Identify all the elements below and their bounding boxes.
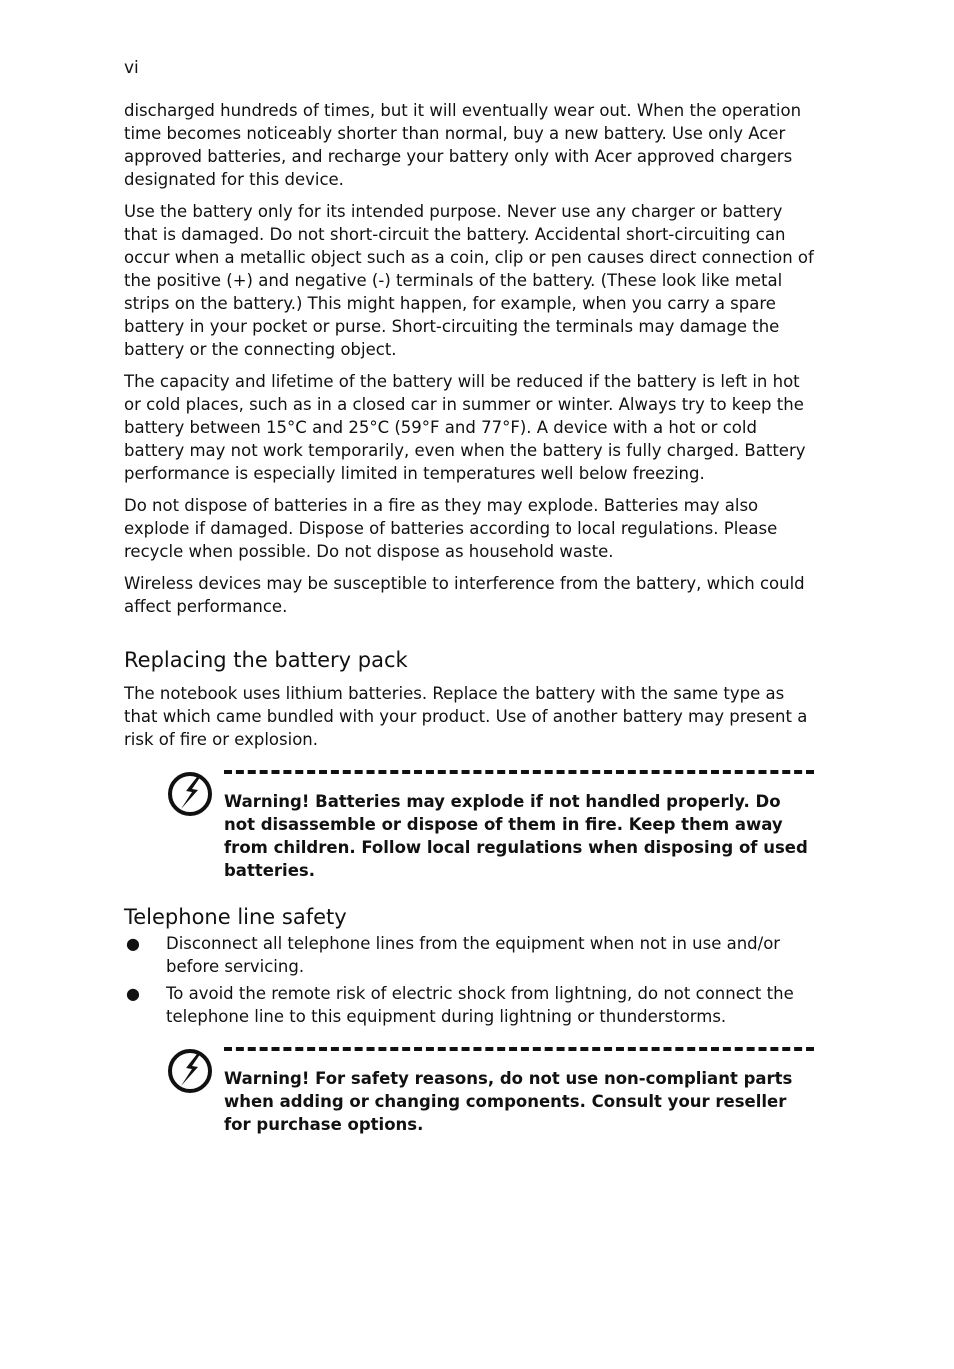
- bullet-list: [124, 932, 814, 1028]
- list-item-text: Disconnect all telephone lines from the equipment when not in use and/or before servicing.: [166, 934, 781, 976]
- paragraph: The capacity and lifetime of the battery will be reduced if the battery is left in hot or cold places, such as in a closed car in summer or winter. Always try to keep the battery between 15°C and 25°C (59°F and 77°F). A device with a hot or cold battery may not work temporarily, even when the battery is fully charged. Battery performance is especially limited in temperatures well below freezing.: [124, 372, 806, 483]
- warning-text: Warning! For safety reasons, do not use non-compliant parts when adding or changing components. Consult your reseller for purchase options.: [224, 1069, 793, 1134]
- warning-callout: [124, 770, 814, 882]
- lightning-bolt-icon: [167, 1047, 215, 1095]
- lightning-bolt-icon: [167, 770, 215, 818]
- bullet-dot: ●: [126, 984, 140, 1003]
- list-item-text: To avoid the remote risk of electric shock from lightning, do not connect the telephone line to this equipment during lightning or thunderstorms.: [166, 984, 794, 1026]
- paragraph: Wireless devices may be susceptible to interference from the battery, which could affect performance.: [124, 574, 805, 616]
- list-item: [124, 982, 814, 1028]
- list-item: [124, 932, 814, 978]
- bullet-dot: ●: [126, 934, 140, 953]
- warning-callout: [124, 1047, 814, 1136]
- warning-text: Warning! Batteries may explode if not handled properly. Do not disassemble or dispose of them in fire. Keep them away from children. Follow local regulations when disposing of used batteries.: [224, 792, 808, 880]
- warning-divider: [224, 1047, 814, 1051]
- paragraph: discharged hundreds of times, but it will eventually wear out. When the operation time becomes noticeably shorter than normal, buy a new battery. Use only Acer approved batteries, and recharge your battery only with Acer approved chargers designated for this device.: [124, 101, 802, 189]
- section-heading-replacing-battery: Replacing the battery pack: [124, 648, 408, 672]
- paragraph: Use the battery only for its intended purpose. Never use any charger or battery that is damaged. Do not short-circuit the battery. Accidental short-circuiting can occur when a metallic object such as a coin, clip or pen causes direct connection of the positive (+) and negative (-) terminals of the battery. (These look like metal strips on the battery.) This might happen, for example, when you carry a spare battery in your pocket or purse. Short-circuiting the terminals may damage the battery or the connecting object.: [124, 202, 814, 359]
- page-number: vi: [124, 58, 139, 78]
- section-heading-telephone-safety: Telephone line safety: [124, 905, 347, 929]
- paragraph: The notebook uses lithium batteries. Replace the battery with the same type as that which came bundled with your product. Use of another battery may present a risk of fire or explosion.: [124, 684, 808, 749]
- warning-divider: [224, 770, 814, 774]
- document-body: [124, 99, 814, 1136]
- paragraph: Do not dispose of batteries in a fire as they may explode. Batteries may also explode if damaged. Dispose of batteries according to local regulations. Please recycle when possible. Do not dispose as household waste.: [124, 496, 778, 561]
